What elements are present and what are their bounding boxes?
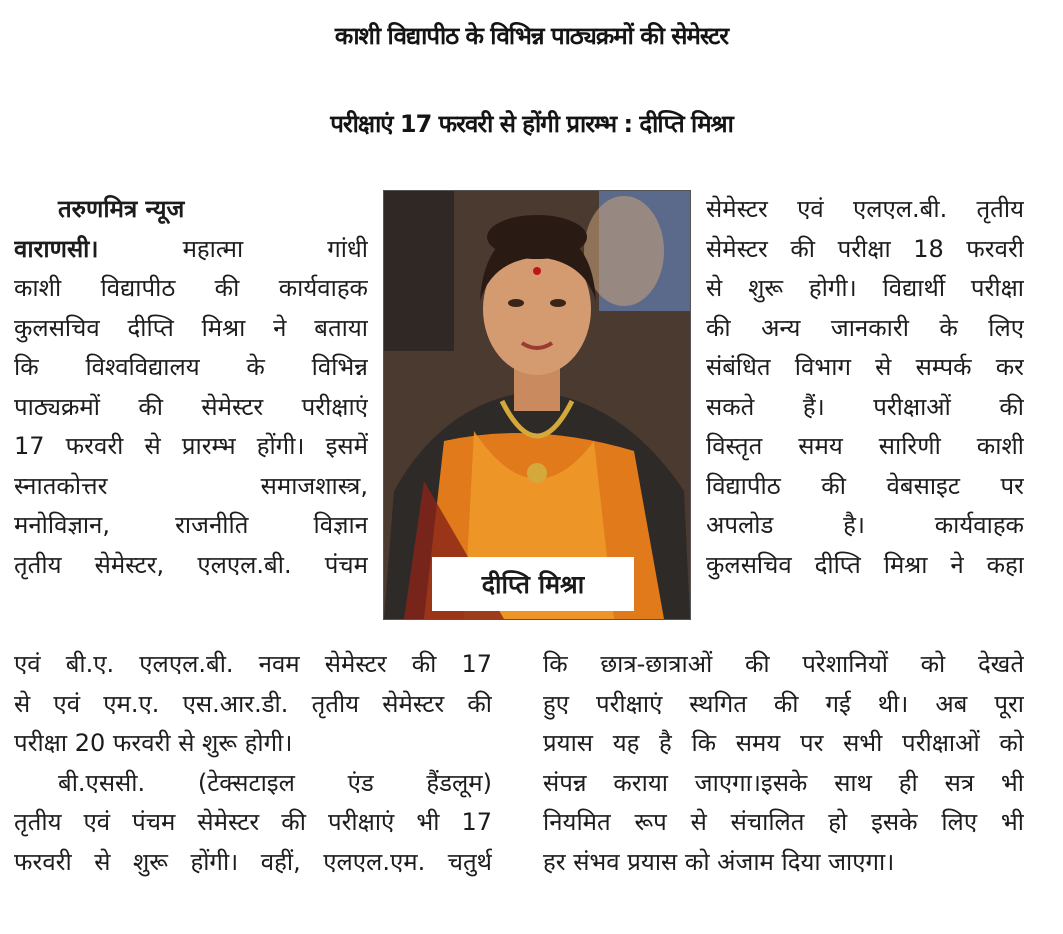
article-line: अपलोड है। कार्यवाहक bbox=[706, 511, 1024, 539]
article-line: सेमेस्टर की परीक्षा 18 फरवरी bbox=[706, 234, 1024, 263]
article-line: प्रयास यह है कि समय पर सभी परीक्षाओं को bbox=[543, 729, 1024, 757]
portrait-photo bbox=[383, 190, 691, 620]
article-line: बी.एससी. (टेक्सटाइल एंड हैंडलूम) bbox=[58, 768, 492, 797]
photo-caption: दीप्ति मिश्रा bbox=[432, 557, 634, 611]
article-column-right bbox=[706, 190, 1024, 585]
article-line: नियमित रूप से संचालित हो इसके लिए भी bbox=[543, 808, 1024, 836]
article-line: परीक्षा 20 फरवरी से शुरू होगी। bbox=[14, 729, 293, 757]
article-line: विद्यापीठ की वेबसाइट पर bbox=[706, 471, 1024, 500]
article-line: संबंधित विभाग से सम्पर्क कर bbox=[706, 353, 1024, 381]
article-line: से शुरू होगी। विद्यार्थी परीक्षा bbox=[706, 274, 1024, 302]
article-column-left bbox=[14, 190, 368, 585]
dateline: वाराणसी। bbox=[14, 234, 99, 263]
article-line: तृतीय सेमेस्टर, एलएल.बी. पंचम bbox=[14, 550, 368, 579]
article-line: कि छात्र-छात्राओं की परेशानियों को देखते bbox=[543, 650, 1024, 678]
article-line: काशी विद्यापीठ की कार्यवाहक bbox=[14, 274, 368, 302]
article-line: स्नातकोत्तर समाजशास्त्र, bbox=[14, 471, 368, 500]
article-line: की अन्य जानकारी के लिए bbox=[706, 313, 1024, 342]
article-line: एवं बी.ए. एलएल.बी. नवम सेमेस्टर की 17 bbox=[14, 650, 492, 678]
article-line: मनोविज्ञान, राजनीति विज्ञान bbox=[14, 511, 368, 539]
headline-line-2: परीक्षाएं 17 फरवरी से होंगी प्रारम्भ : दीप्ति मिश्रा bbox=[330, 110, 733, 138]
article-line: सकते हैं। परीक्षाओं की bbox=[706, 392, 1024, 421]
article-line: कि विश्वविद्यालय के विभिन्न bbox=[14, 353, 368, 381]
article-line: वाराणसी। महात्मा गांधी bbox=[14, 234, 368, 263]
article-line: 17 फरवरी से प्रारम्भ होंगी। इसमें bbox=[14, 432, 368, 460]
article-column-right-wide bbox=[543, 645, 1024, 882]
byline: तरुणमित्र न्यूज bbox=[58, 195, 185, 223]
article-line: तृतीय एवं पंचम सेमेस्टर की परीक्षाएं भी 17 bbox=[14, 808, 492, 836]
article-line: हुए परीक्षाएं स्थगित की गई थी। अब पूरा bbox=[543, 689, 1024, 718]
article-line: हर संभव प्रयास को अंजाम दिया जाएगा। bbox=[543, 847, 895, 876]
portrait-illustration bbox=[384, 191, 690, 619]
headline-line-1: काशी विद्यापीठ के विभिन्न पाठ्यक्रमों की सेमेस्टर bbox=[334, 22, 729, 50]
article-line: विस्तृत समय सारिणी काशी bbox=[706, 432, 1024, 460]
article-line: कुलसचिव दीप्ति मिश्रा ने कहा bbox=[706, 550, 1024, 579]
article-line: सेमेस्टर एवं एलएल.बी. तृतीय bbox=[706, 195, 1024, 223]
article-line: पाठ्यक्रमों की सेमेस्टर परीक्षाएं bbox=[14, 392, 368, 421]
article-line: फरवरी से शुरू होंगी। वहीं, एलएल.एम. चतुर्थ bbox=[14, 847, 492, 876]
article-line: कुलसचिव दीप्ति मिश्रा ने बताया bbox=[14, 313, 368, 342]
article-line: से एवं एम.ए. एस.आर.डी. तृतीय सेमेस्टर की bbox=[14, 689, 492, 718]
article-column-left-wide bbox=[14, 645, 492, 882]
article-line: संपन्न कराया जाएगा।इसके साथ ही सत्र भी bbox=[543, 768, 1024, 797]
